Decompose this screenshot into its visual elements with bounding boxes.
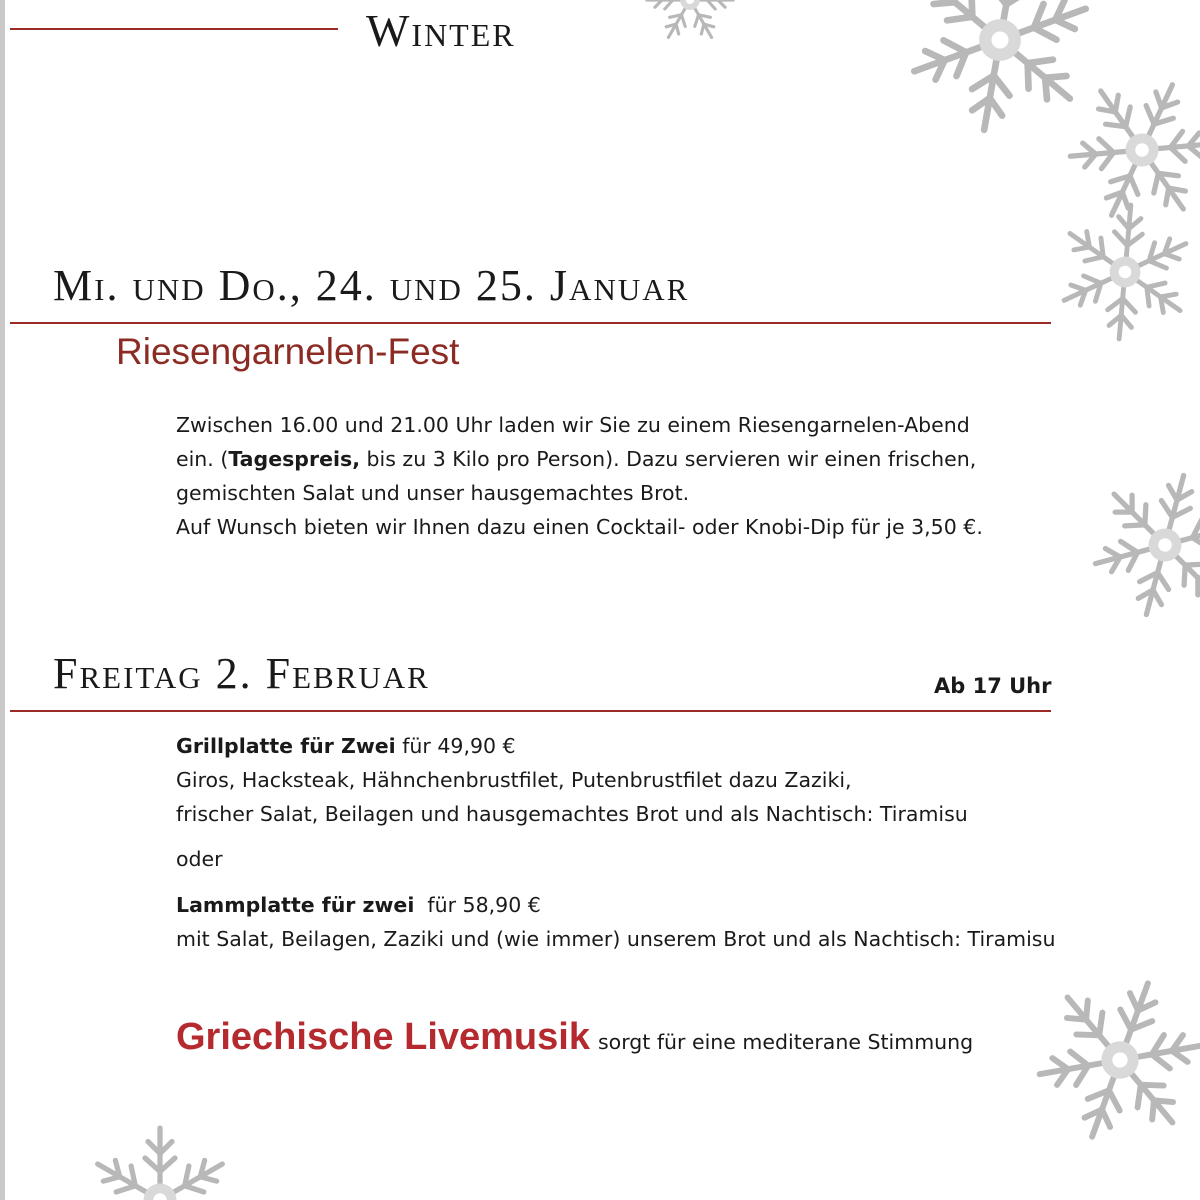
snowflake-icon [1018,956,1200,1164]
snowflake-icon [1054,199,1196,344]
snowflake-icon [90,1128,230,1200]
snowflake-icon [897,0,1103,145]
offer2-name: Lammplatte für zwei [176,893,415,917]
description-line [176,442,1056,476]
description-line: Auf Wunsch bieten wir Ihnen dazu einen Cocktail- oder Knobi-Dip für je 3,50 €. [176,515,983,539]
text-fragment: ein. ( [176,447,229,471]
page-title: Winter [366,5,516,56]
description-line: gemischten Salat und unser hausgemachtes Brot. [176,481,690,505]
offer2-desc-line: mit Salat, Beilagen, Zaziki und (wie immer) unserem Brot und als Nachtisch: Tiramisu [176,927,1056,951]
event1-rule [10,322,1051,324]
live-music-highlight: Griechische Livemusik [176,1016,590,1058]
event1-description [176,408,1056,544]
event2-time: Ab 17 Uhr [934,674,1052,698]
live-music-text: sorgt für eine mediterane Stimmung [597,1030,974,1054]
offer1-name: Grillplatte für Zwei [176,734,396,758]
text-fragment: bis zu 3 Kilo pro Person). Dazu servieren wir einen frischen, [360,447,977,471]
snowflake-icon [1048,55,1200,245]
event2-heading: Freitag 2. Februar [53,649,430,698]
offer2-price: für 58,90 € [414,893,541,917]
event1-subtitle: Riesengarnelen-Fest [116,331,460,372]
event2-rule [10,710,1051,712]
offer1-desc-line: Giros, Hacksteak, Hähnchenbrustfilet, Putenbrustfilet dazu Zaziki, [176,768,852,792]
offer2-title [176,888,541,922]
snowflake-icon [632,0,748,58]
offer1-price: für 49,90 € [395,734,516,758]
title-rule [10,28,338,30]
description-line: Zwischen 16.00 und 21.00 Uhr laden wir Sie zu einem Riesengarnelen-Abend [176,413,970,437]
live-music-note [176,1016,973,1059]
snowflake-icon [1079,457,1200,632]
offer1-title [176,729,516,763]
price-note: Tagespreis, [228,447,361,471]
offer1-desc-line: frischer Salat, Beilagen und hausgemachtes Brot und als Nachtisch: Tiramisu [176,802,968,826]
offer-separator: oder [176,847,223,871]
event1-heading: Mi. und Do., 24. und 25. Januar [53,261,690,310]
